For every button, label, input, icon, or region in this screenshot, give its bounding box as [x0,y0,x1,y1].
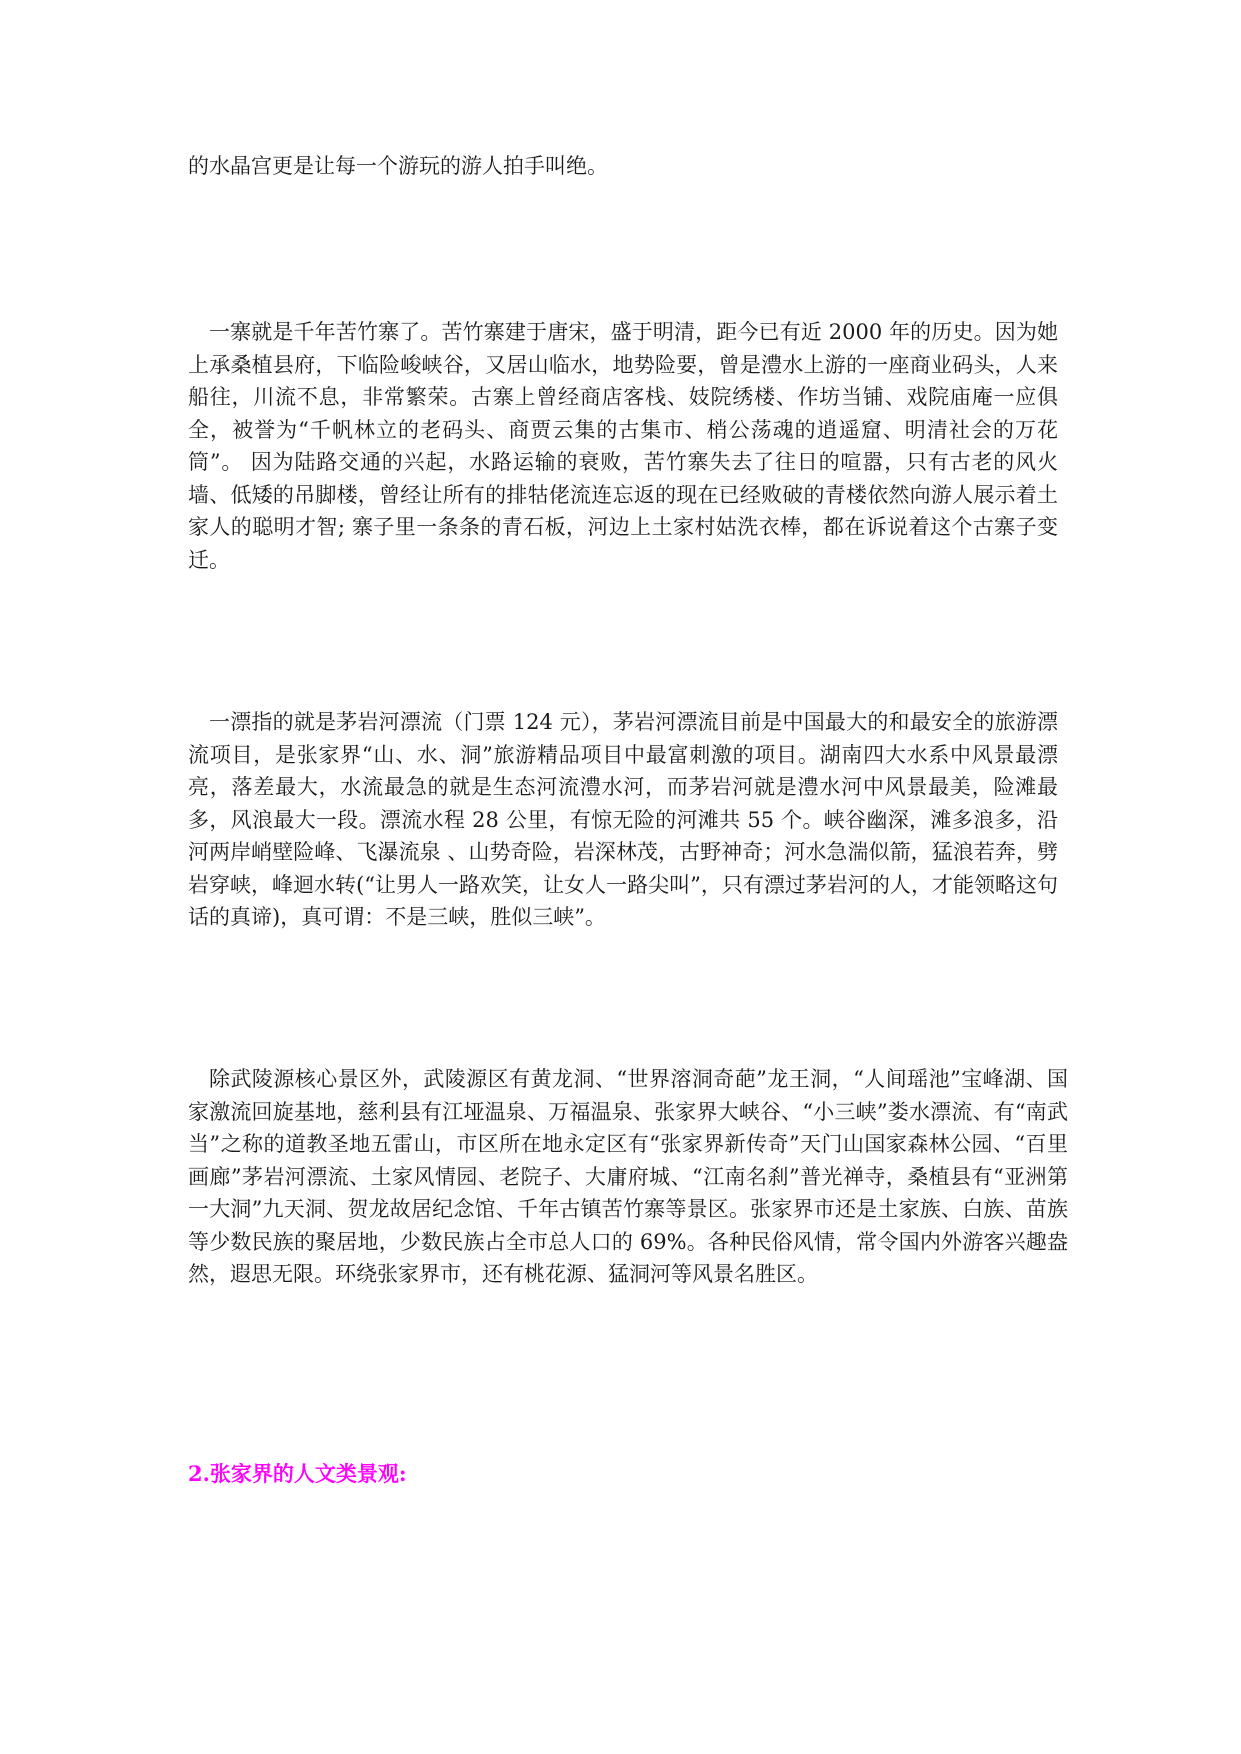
continuation-line: 的水晶宫更是让每一个游玩的游人拍手叫绝。 [188,154,608,178]
paragraph-maoyanhe-rafting: 一漂指的就是茅岩河漂流（门票 124 元），茅岩河漂流目前是中国最大的和最安全的旅游漂流项目，是张家界“山、水、洞”旅游精品项目中最富刺激的项目。湖南四大水系中风景最漂亮，落差最大，水流最急的就是生态河流澧水河，而茅岩河就是澧水河中风景最美，险滩最多，风浪最大一段。漂流水程 28 公里，有惊无险的河滩共 55 个。峡谷幽深，滩多浪多，沿河两岸峭壁险峰、飞瀑流泉 、山势奇险，岩深林茂，古野神奇；河水急湍似箭，猛浪若奔，劈岩穿峡，峰迴水转(“让男人一路欢笑，让女人一路尖叫”，只有漂过茅岩河的人，才能领略这句话的真谛)，真可谓：不是三峡，胜似三峡”。 [188,710,1058,929]
section-heading: 2.张家界的人文类景观: [188,1461,407,1486]
paragraph-kuzhuzhai: 一寨就是千年苦竹寨了。苦竹寨建于唐宋，盛于明清，距今已有近 2000 年的历史。因为她上承桑植县府，下临险峻峡谷，又居山临水，地势险要，曾是澧水上游的一座商业码头，人来船往，川流不息，非常繁荣。古寨上曾经商店客栈、妓院绣楼、作坊当铺、戏院庙庵一应俱全，被誉为“千帆林立的老码头、商贾云集的古集市、梢公荡魂的逍遥窟、明清社会的万花筒”。 因为陆路交通的兴起，水路运输的衰败，苦竹寨失去了往日的喧嚣，只有古老的风火墙、低矮的吊脚楼，曾经让所有的排牯佬流连忘返的现在已经败破的青楼依然向游人展示着土家人的聪明才智; 寨子里一条条的青石板，河边上土家村姑洗衣棒，都在诉说着这个古寨子变迁。 [188,320,1058,572]
paragraph-other-scenic-areas: 除武陵源核心景区外，武陵源区有黄龙洞、“世界溶洞奇葩”龙王洞，“人间瑶池”宝峰湖、国家激流回旋基地，慈利县有江垭温泉、万福温泉、张家界大峡谷、“小三峡”娄水漂流、有“南武当”之称的道教圣地五雷山，市区所在地永定区有“张家界新传奇”天门山国家森林公园、“百里画廊”茅岩河漂流、土家风情园、老院子、大庸府城、“江南名刹”普光禅寺，桑植县有“亚洲第一大洞”九天洞、贺龙故居纪念馆、千年古镇苦竹寨等景区。张家界市还是土家族、白族、苗族等少数民族的聚居地，少数民族占全市总人口的 69%。各种民俗风情，常令国内外游客兴趣盎然，遐思无限。环绕张家界市，还有桃花源、猛洞河等风景名胜区。 [188,1067,1068,1286]
